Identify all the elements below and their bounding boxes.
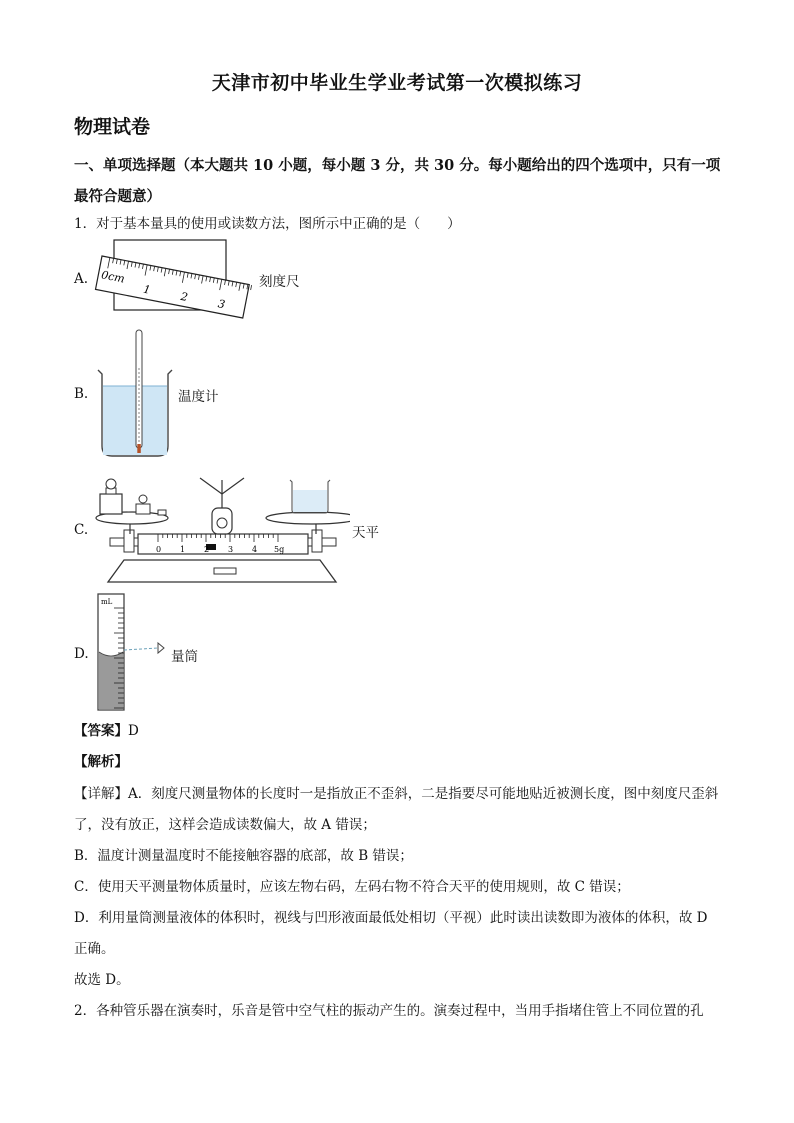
eye-icon [158,643,164,653]
balance-figure [94,468,350,588]
ruler-mark-3: 3 [216,297,227,312]
detail-paragraph-d: D．利用量筒测量液体的体积时，视线与凹形液面最低处相切（平视）此时读出读数即为液体的体积，故 D 正确。 [74,910,708,957]
detail-paragraph-a: 【详解】A．刻度尺测量物体的长度时一是指放正不歪斜，二是指要尽可能地贴近被测长度，图中刻度尺歪斜了，没有放正，这样会造成读数偏大，故 A 错误； [74,786,719,833]
answer-line: 【答案】D [74,723,139,739]
tick-mark [251,285,252,290]
beam-mark-0: 0 [156,545,162,554]
weight-medium [136,504,150,514]
right-pan [266,512,350,524]
thermometer-figure [92,328,182,460]
page-title: 天津市初中毕业生学业考试第一次模拟练习 [211,72,583,94]
weight-small [158,510,166,515]
beaker-water [103,386,167,455]
beam-mark-1: 1 [180,545,186,554]
beam-mark-3: 3 [228,545,234,554]
option-d-caption: 量筒 [171,649,198,665]
ruler-mark-1: 1 [142,282,152,297]
analysis-tag: 【解析】 [74,754,128,770]
cylinder-liquid [99,652,123,709]
option-a-letter: A. [74,271,89,287]
option-c-caption: 天平 [352,525,379,541]
weight-large [100,494,122,514]
option-d-letter: D. [74,646,89,662]
sight-line [124,648,158,650]
beam-mark-2: 2 [204,545,210,554]
ruler-mark-2: 2 [179,289,189,304]
option-a-caption: 刻度尺 [259,274,300,290]
beam-mark-4: 4 [252,545,258,554]
detail-conclusion: 故选 D。 [74,972,130,988]
option-c-letter: C. [74,522,89,538]
page-subtitle: 物理试卷 [74,116,151,138]
option-b-caption: 温度计 [178,389,219,405]
detail-paragraph-c: C．使用天平测量物体质量时，应该左物右码，左码右物不符合天平的使用规则，故 C 错误； [74,879,630,895]
section-heading: 一、单项选择题（本大题共 10 小题，每小题 3 分，共 30 分。每小题给出的四个选项中，只有一项最符合题意） [74,157,721,205]
question-1-stem: 1．对于基本量具的使用或读数方法，图所示中正确的是（ ） [74,216,461,232]
thermometer-bulb [137,444,141,453]
beam-mark-5: 5g [274,545,285,554]
question-2-stem: 2．各种管乐器在演奏时，乐音是管中空气柱的振动产生的。演奏过程中，当用手指堵住管上不同位置的孔 [74,1003,704,1019]
option-b-letter: B. [74,386,89,402]
answer-value: D [128,723,139,739]
ruler-figure [92,236,262,326]
cylinder-unit: mL [101,598,113,606]
ruler-mark-0: 0cm [100,268,126,286]
detail-paragraph-b: B．温度计测量温度时不能接触容器的底部，故 B 错误； [74,848,413,864]
